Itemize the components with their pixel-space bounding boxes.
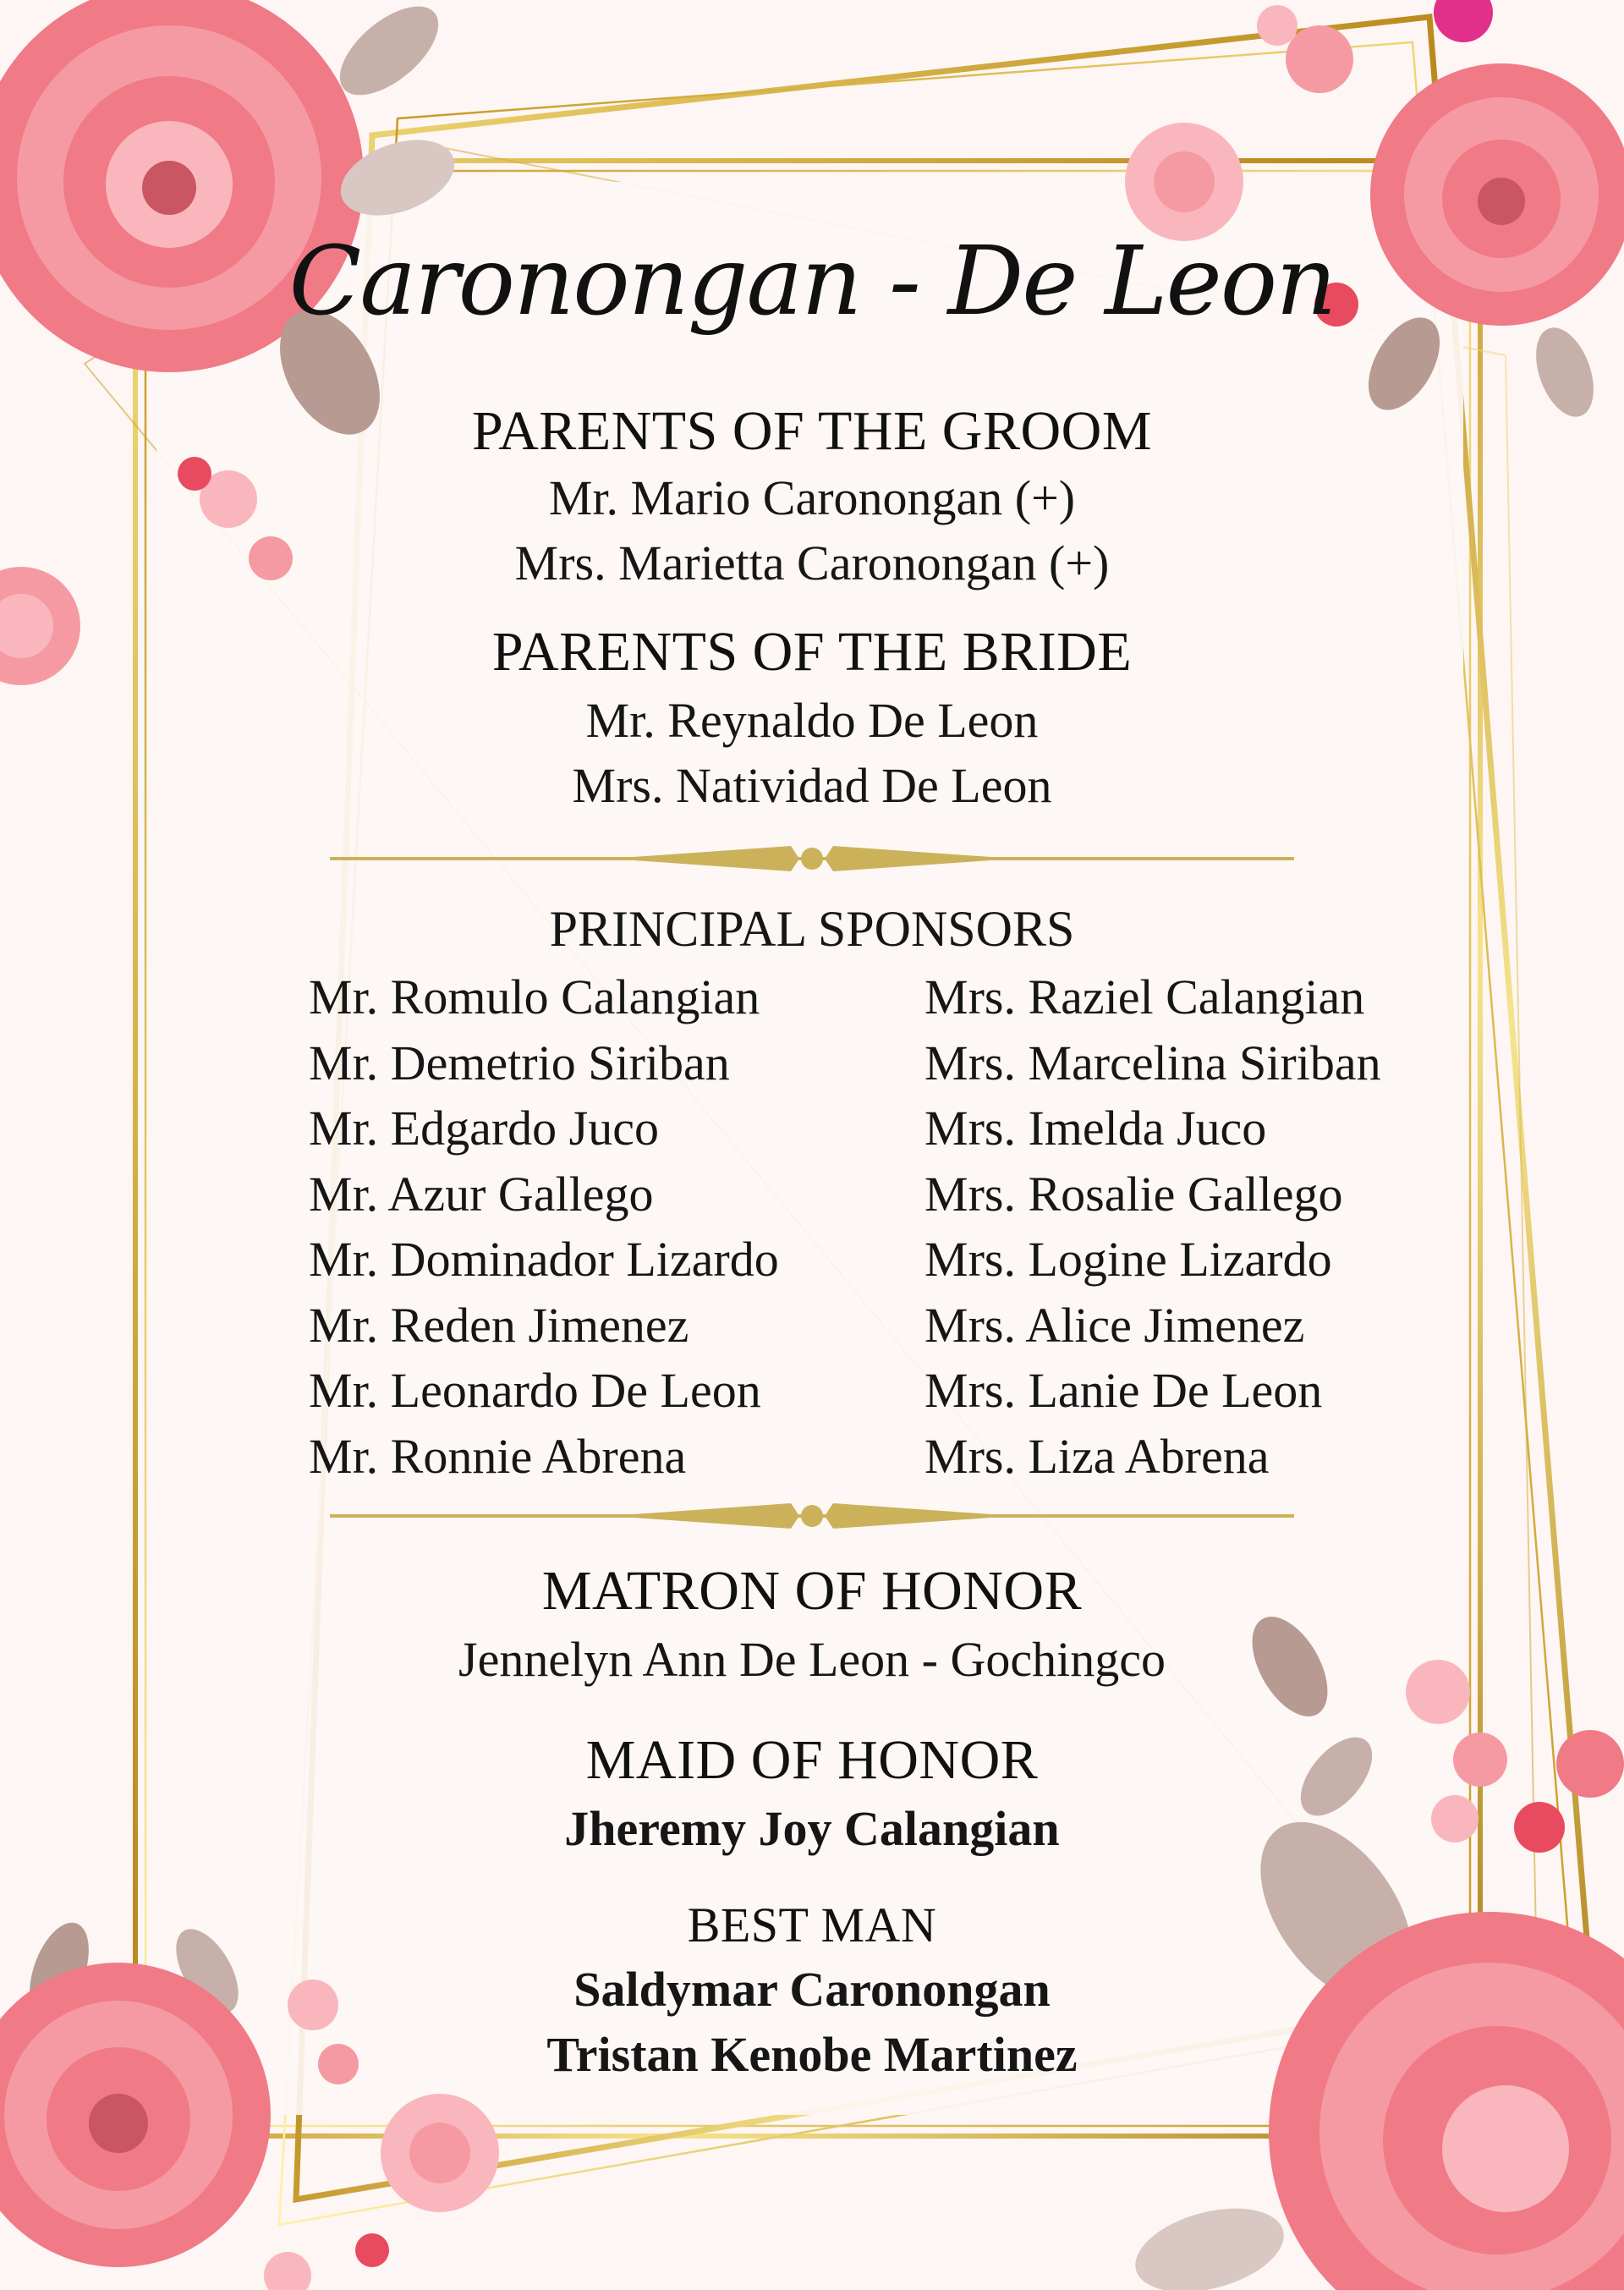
couple-title: Caronongan - De Leon (288, 227, 1336, 337)
sponsor-name: Mr. Azur Gallego (309, 1166, 654, 1222)
sponsor-name: Mrs. Raziel Calangian (924, 969, 1365, 1024)
maid-of-honor-name: Jheremy Joy Calangian (564, 1801, 1060, 1856)
matron-of-honor-heading: MATRON OF HONOR (541, 1560, 1083, 1622)
sponsor-name: Mr. Demetrio Siriban (309, 1035, 730, 1090)
best-man-name: Tristan Kenobe Martinez (546, 2027, 1078, 2082)
sponsor-name: Mrs. Rosalie Gallego (924, 1166, 1343, 1222)
principal-sponsors-heading: PRINCIPAL SPONSORS (549, 901, 1075, 957)
sponsor-name: Mr. Reden Jimenez (309, 1297, 689, 1353)
sponsors-left-column (309, 964, 779, 1489)
maid-of-honor-heading: MAID OF HONOR (585, 1729, 1039, 1791)
sponsor-name: Mrs. Liza Abrena (924, 1428, 1270, 1484)
sponsor-name: Mr. Romulo Calangian (309, 969, 760, 1024)
sponsor-name: Mrs. Marcelina Siriban (924, 1035, 1381, 1090)
sponsor-name: Mr. Leonardo De Leon (309, 1363, 761, 1418)
matron-of-honor-name: Jennelyn Ann De Leon - Gochingco (458, 1632, 1166, 1687)
sponsor-name: Mrs. Logine Lizardo (924, 1232, 1332, 1287)
sponsor-name: Mr. Dominador Lizardo (309, 1232, 779, 1287)
best-man-heading: BEST MAN (687, 1897, 937, 1952)
groom-mother: Mrs. Marietta Caronongan (+) (514, 535, 1110, 590)
groom-father: Mr. Mario Caronongan (+) (548, 470, 1076, 525)
bride-father: Mr. Reynaldo De Leon (585, 693, 1039, 748)
sponsor-name: Mrs. Lanie De Leon (924, 1363, 1323, 1418)
best-man-name: Saldymar Caronongan (573, 1962, 1051, 2017)
groom-parents-heading: PARENTS OF THE GROOM (472, 400, 1152, 462)
bride-parents-heading: PARENTS OF THE BRIDE (491, 621, 1133, 683)
sponsor-name: Mrs. Alice Jimenez (924, 1297, 1305, 1353)
sponsor-name: Mr. Edgardo Juco (309, 1101, 659, 1156)
sponsors-right-column (924, 964, 1381, 1489)
sponsor-name: Mrs. Imelda Juco (924, 1101, 1267, 1156)
bride-mother: Mrs. Natividad De Leon (572, 758, 1052, 813)
sponsor-name: Mr. Ronnie Abrena (309, 1428, 687, 1484)
